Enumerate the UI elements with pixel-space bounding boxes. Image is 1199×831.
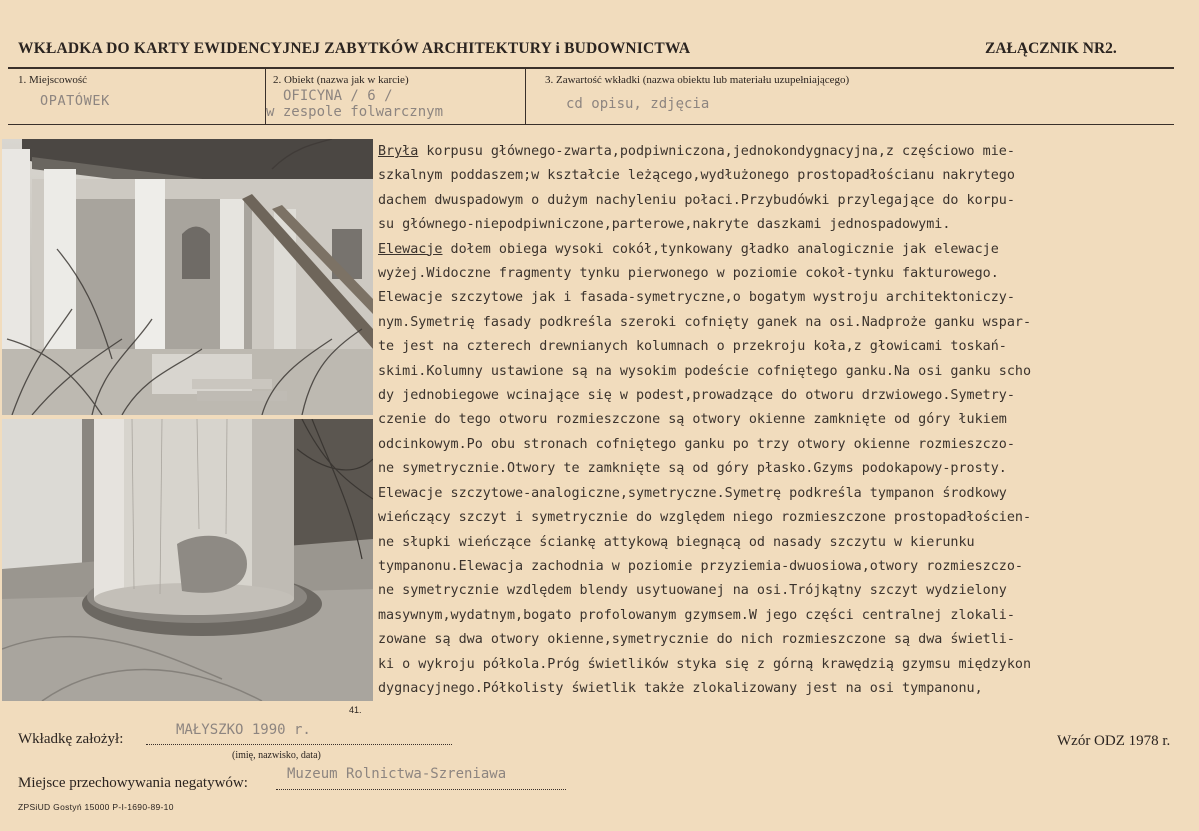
object-label: 2. Obiekt (nazwa jak w karcie) xyxy=(273,74,409,86)
author-value: MAŁYSZKO 1990 r. xyxy=(176,722,311,738)
text-line: korpusu głównego-zwarta,podpiwniczona,jednokondygnacyjna,z częściowo mie- xyxy=(418,144,1015,159)
description-text xyxy=(378,140,1194,701)
fields-rule xyxy=(8,124,1174,125)
form-title: WKŁADKA DO KARTY EWIDENCYJNEJ ZABYTKÓW ARCHITEKTURY i BUDOWNICTWA xyxy=(18,40,691,57)
text-line: tympanonu.Elewacja zachodnia w poziomie przyziemia-dwuosiowa,otwory rozmieszczo- xyxy=(378,558,1023,574)
text-line: Elewacje szczytowe-analogiczne,symetryczne.Symetrę podkreśla tympanon środkowy xyxy=(378,485,1007,501)
text-line: odcinkowym.Po obu stronach cofniętego ganku po trzy otwory okienne rozmieszczo- xyxy=(378,436,1015,452)
locality-label: 1. Miejscowość xyxy=(18,74,88,86)
object-value-line2: w zespole folwarcznym xyxy=(266,104,444,120)
text-line: te jest na czterech drewnianych kolumnach o przekroju koła,z głowicami toskań- xyxy=(378,339,1007,355)
attachment-number: ZAŁĄCZNIK NR2. xyxy=(985,40,1117,57)
storage-line xyxy=(276,789,566,790)
storage-label: Miejsce przechowywania negatywów: xyxy=(18,775,248,791)
text-line: skimi.Kolumny ustawione są na wysokim podeście cofniętego ganku.Na osi ganku scho xyxy=(378,363,1032,379)
text-line: nym.Symetrię fasady podkreśla szeroki cofnięty ganek na osi.Nadproże ganku wspar- xyxy=(378,314,1032,330)
text-line: wyżej.Widoczne fragmenty tynku pierwonego w poziomie cokoł-tynku fakturowego. xyxy=(378,266,999,282)
text-line: dygnacyjnego.Półkolisty świetlik także zlokalizowany jest na osi tympanonu, xyxy=(378,680,983,696)
author-label: Wkładkę założył: xyxy=(18,731,124,747)
text-line: ne słupki wieńczące ściankę attykową biegnącą od nasady szczytu w kierunku xyxy=(378,534,975,550)
storage-value: Muzeum Rolnictwa-Szreniawa xyxy=(287,766,507,782)
object-value-line1: OFICYNA / 6 / xyxy=(283,88,393,104)
text-line: ne symetrycznie.Otwory te zamknięte są od góry płasko.Gzyms podokapowy-prosty. xyxy=(378,461,1007,477)
text-line: masywnym,wydatnym,bogato profolowanym gzymsem.W jego części centralnej zlokali- xyxy=(378,607,1015,623)
author-line xyxy=(146,744,452,745)
heading-bryla: Bryła xyxy=(378,144,419,159)
text-line: dachem dwuspadowym o dużym nachyleniu połaci.Przybudówki przylegające do korpu- xyxy=(378,192,1015,208)
print-info: ZPSiUD Gostyń 15000 P-I-1690-89-10 xyxy=(18,802,174,812)
text-line: Elewacje szczytowe jak i fasada-symetryczne,o bogatym wystroju architektoniczy- xyxy=(378,290,1015,306)
content-value: cd opisu, zdjęcia xyxy=(566,96,710,112)
column-base-photo xyxy=(2,419,373,701)
porch-photo xyxy=(2,139,373,415)
photo-number: 41. xyxy=(349,705,362,715)
text-line: ki o wykroju półkola.Próg świetlików styka się z górną krawędzią gzymsu międzykon xyxy=(378,656,1032,672)
locality-value: OPATÓWEK xyxy=(40,93,110,109)
text-line: czenie do tego otworu rozmieszczone są otwory okienne zamknięte od góry łukiem xyxy=(378,412,1007,428)
text-line: wieńczący szczyt i symetrycznie do względem niego rozmieszczone prostopadłościen- xyxy=(378,510,1032,526)
form-code: Wzór ODZ 1978 r. xyxy=(1057,733,1171,749)
field-divider xyxy=(525,68,526,124)
text-line: zowane są dwa otwory okienne,symetrycznie do nich rozmieszczone są dwa świetli- xyxy=(378,632,1015,648)
text-line: szkalnym poddaszem;w kształcie leżącego,wydłużonego prostopadłościanu nakrytego xyxy=(378,168,1015,184)
text-line: ne symetrycznie wzdlędem blendy usytuowanej na osi.Trójkątny szczyt wydzielony xyxy=(378,583,1007,599)
heading-elewacje: Elewacje xyxy=(378,241,443,257)
header-rule xyxy=(8,67,1174,69)
text-line: su głównego-niepodpiwniczone,parterowe,nakryte daszkami jednospadowymi. xyxy=(378,217,951,233)
text-line: dołem obiega wysoki cokół,tynkowany gładko analogicznie jak elewacje xyxy=(442,241,999,257)
author-hint: (imię, nazwisko, data) xyxy=(232,750,321,761)
content-label: 3. Zawartość wkładki (nazwa obiektu lub materiału uzupełniającego) xyxy=(545,74,850,86)
text-line: dy jednobiegowe wcinające się w podest,prowadzące do otworu drzwiowego.Symetry- xyxy=(378,388,1015,404)
